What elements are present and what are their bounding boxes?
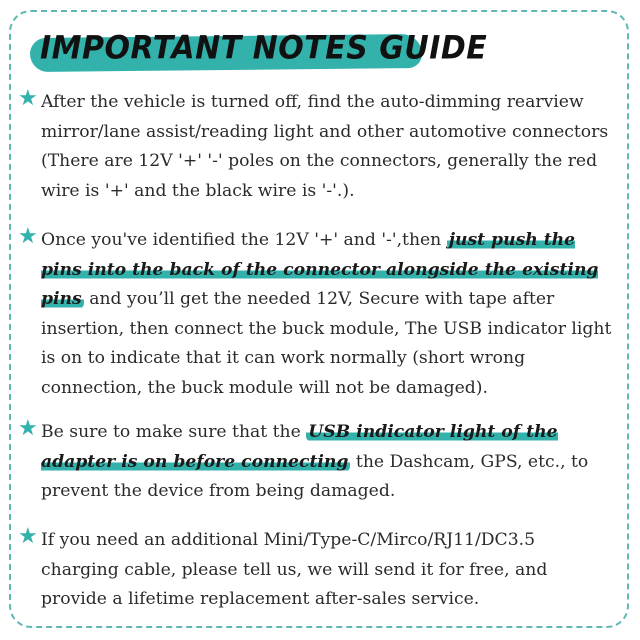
note-text (41, 526, 614, 615)
note-item-3 (14, 418, 614, 507)
note-text (41, 226, 614, 403)
note-item-1 (14, 88, 614, 206)
note-text-before: If you need an additional Mini/Type-C/Mirco/RJ11/DC3.5 charging cable, please tell us, we will send it for free, and provide a lifetime replacement after-sales service. (41, 530, 548, 609)
star-icon: ★ (18, 524, 38, 549)
note-item-2 (14, 226, 614, 403)
note-text (41, 418, 614, 507)
note-highlight: USB indicator light of the adapter is on before connecting (41, 422, 558, 472)
star-icon: ★ (18, 86, 38, 111)
star-icon: ★ (18, 224, 38, 249)
note-text-after: and you’ll get the needed 12V, Secure with tape after insertion, then connect the buck module, The USB indicator light is on to indicate that it can work normally (short wrong connection, the buck module will not be damaged). (41, 289, 612, 398)
note-text (41, 88, 614, 206)
note-text-before: After the vehicle is turned off, find the auto-dimming rearview mirror/lane assist/reading light and other automotive connectors (There are 12V '+' '-' poles on the connectors, generally the red wire is '+' and the black wire is '-'.). (41, 92, 609, 201)
star-icon: ★ (18, 416, 38, 441)
title-banner (30, 26, 487, 72)
note-item-4 (14, 526, 614, 615)
note-text-after: the Dashcam, GPS, etc., to prevent the device from being damaged. (41, 451, 589, 501)
page-title: IMPORTANT NOTES GUIDE (40, 29, 488, 68)
note-highlight: just push the pins into the back of the connector alongside the existing pins (41, 230, 599, 309)
note-text-before: Be sure to make sure that the (41, 422, 307, 442)
note-text-before: Once you've identified the 12V '+' and '-',then (41, 230, 447, 250)
